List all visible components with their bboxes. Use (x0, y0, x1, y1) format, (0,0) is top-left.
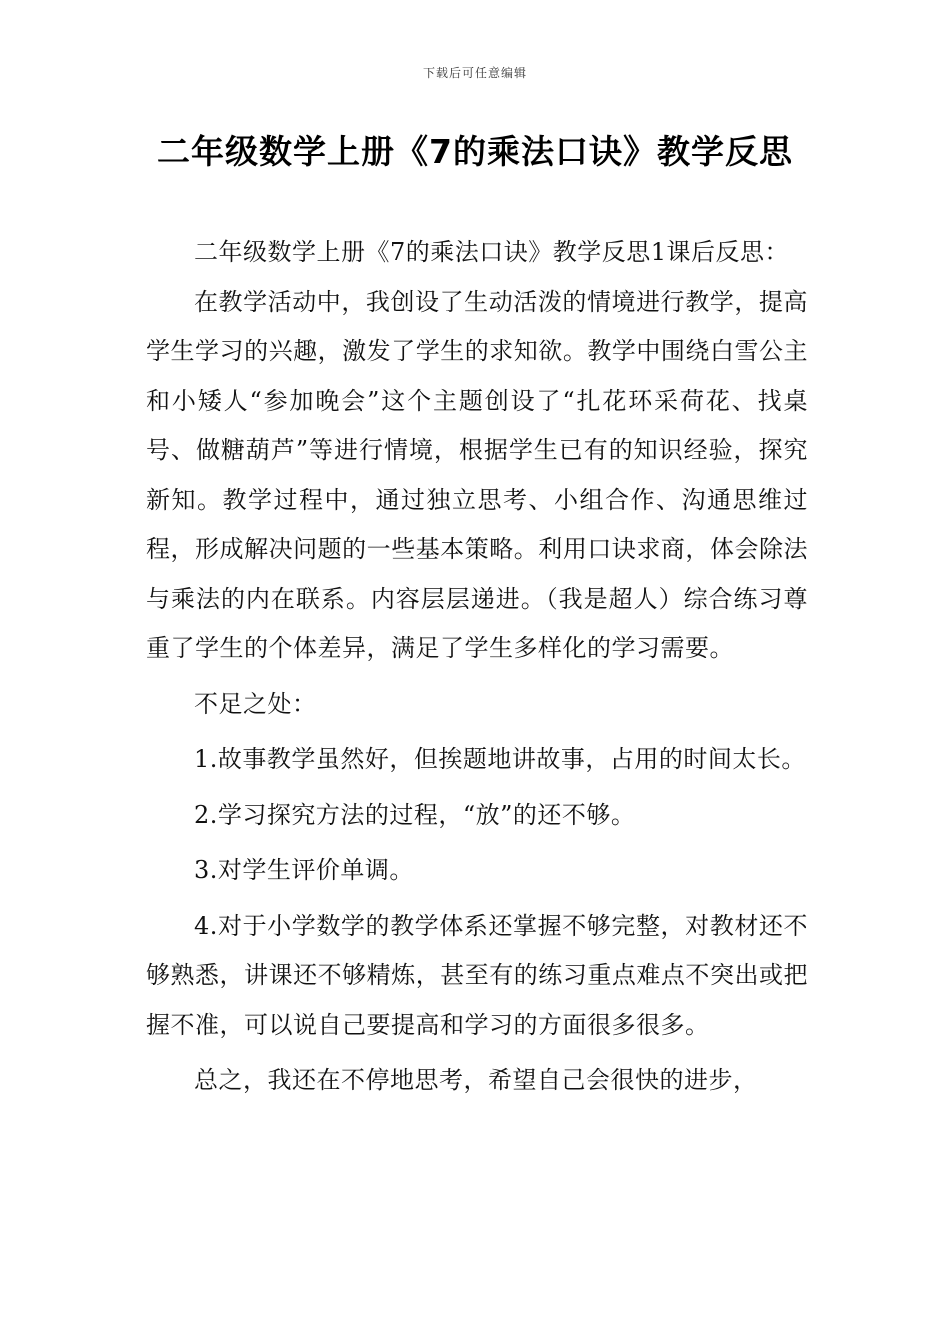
document-title: 二年级数学上册《7的乘法口诀》教学反思 (157, 132, 793, 171)
header-note: 下载后可任意编辑 (422, 66, 527, 80)
paragraph-reflection: 在教学活动中，我创设了生动活泼的情境进行教学，提高学生学习的兴趣，激发了学生的求知欲。教学中围绕白雪公主和小矮人“参加晚会”这个主题创设了“扎花环采荷花、找桌号、做糖葫芦”等进行情境，根据学生已有的知识经验，探究新知。教学过程中，通过独立思考、小组合作、沟通思维过程，形成解决问题的一些基本策略。利用口诀求商，体会除法与乘法的内在联系。内容层层递进。（我是超人）综合练习尊重了学生的个体差异，满足了学生多样化的学习需要。 (146, 287, 808, 662)
paragraph-point-2: 2.学习探究方法的过程，“放”的还不够。 (194, 800, 636, 829)
document-body (146, 228, 808, 1112)
paragraph-shortcomings-heading: 不足之处： (194, 689, 317, 718)
paragraph-point-3: 3.对学生评价单调。 (194, 856, 414, 884)
paragraph-conclusion: 总之，我还在不停地思考，希望自己会很快的进步， (194, 1066, 758, 1094)
paragraph-point-4: 4.对于小学数学的教学体系还掌握不够完整，对教材还不够熟悉，讲课还不够精炼，甚至有的练习重点难点不突出或把握不准，可以说自己要提高和学习的方面很多很多。 (146, 911, 808, 1039)
paragraph-point-1: 1.故事教学虽然好，但挨题地讲故事，占用的时间太长。 (194, 745, 806, 773)
paragraph-intro: 二年级数学上册《7的乘法口诀》教学反思1课后反思： (194, 238, 790, 266)
